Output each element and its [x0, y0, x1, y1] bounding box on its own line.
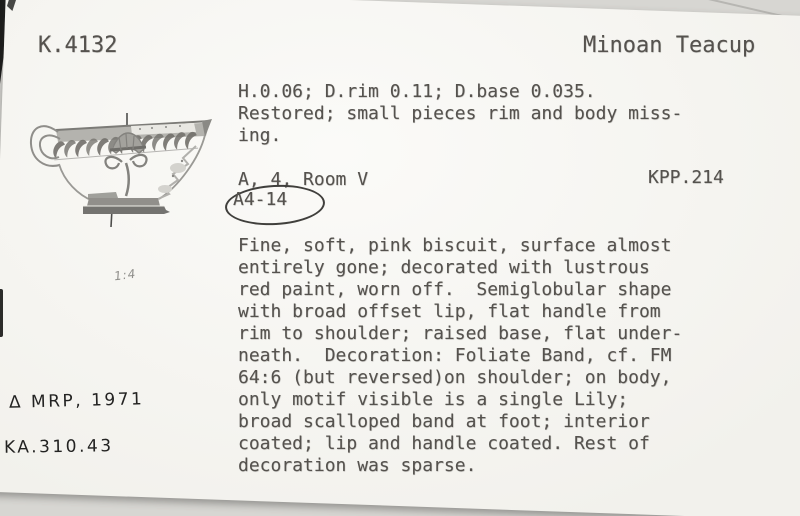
typed-line: coated; lip and handle coated. Rest of [238, 433, 650, 454]
typed-line: rim to shoulder; raised base, flat under- [238, 323, 683, 344]
typed-line: 64:6 (but reversed)on shoulder; on body, [238, 367, 672, 388]
scanner-background-midleft [0, 289, 3, 337]
typed-line: ing. [238, 125, 282, 146]
find-number: A4-14 [233, 189, 288, 210]
catalog-number: K.4132 [38, 33, 118, 58]
typed-line: A, 4, Room V [238, 169, 369, 190]
card-title: Minoan Teacup [583, 33, 756, 58]
typed-line: Restored; small pieces rim and body miss- [238, 103, 683, 124]
typed-line: neath. Decoration: Foliate Band, cf. FM [238, 345, 672, 366]
typed-text-block [238, 81, 682, 477]
typed-line: H.0.06; D.rim 0.11; D.base 0.035. [238, 81, 596, 102]
typed-line: red paint, worn off. Semiglobular shape [238, 279, 672, 300]
handwritten-delta-note: Δ MRP, 1971 [8, 389, 145, 413]
kpp-reference: KPP.214 [648, 167, 724, 188]
typed-line: entirely gone; decorated with lustrous [238, 257, 650, 278]
typed-line: Fine, soft, pink biscuit, surface almost [238, 235, 672, 256]
crack-icon [158, 146, 196, 199]
scale-annotation: 1:4 [113, 266, 138, 284]
typed-line: with broad offset lip, flat handle from [238, 301, 661, 322]
teacup-sketch-icon [26, 106, 231, 244]
typed-line [238, 147, 682, 169]
handwritten-ka-number: KA.310.43 [3, 436, 114, 458]
typed-line: only motif visible is a single Lily; [238, 389, 629, 410]
typed-line: decoration was sparse. [238, 455, 477, 476]
typed-line: broad scalloped band at foot; interior [238, 411, 650, 432]
